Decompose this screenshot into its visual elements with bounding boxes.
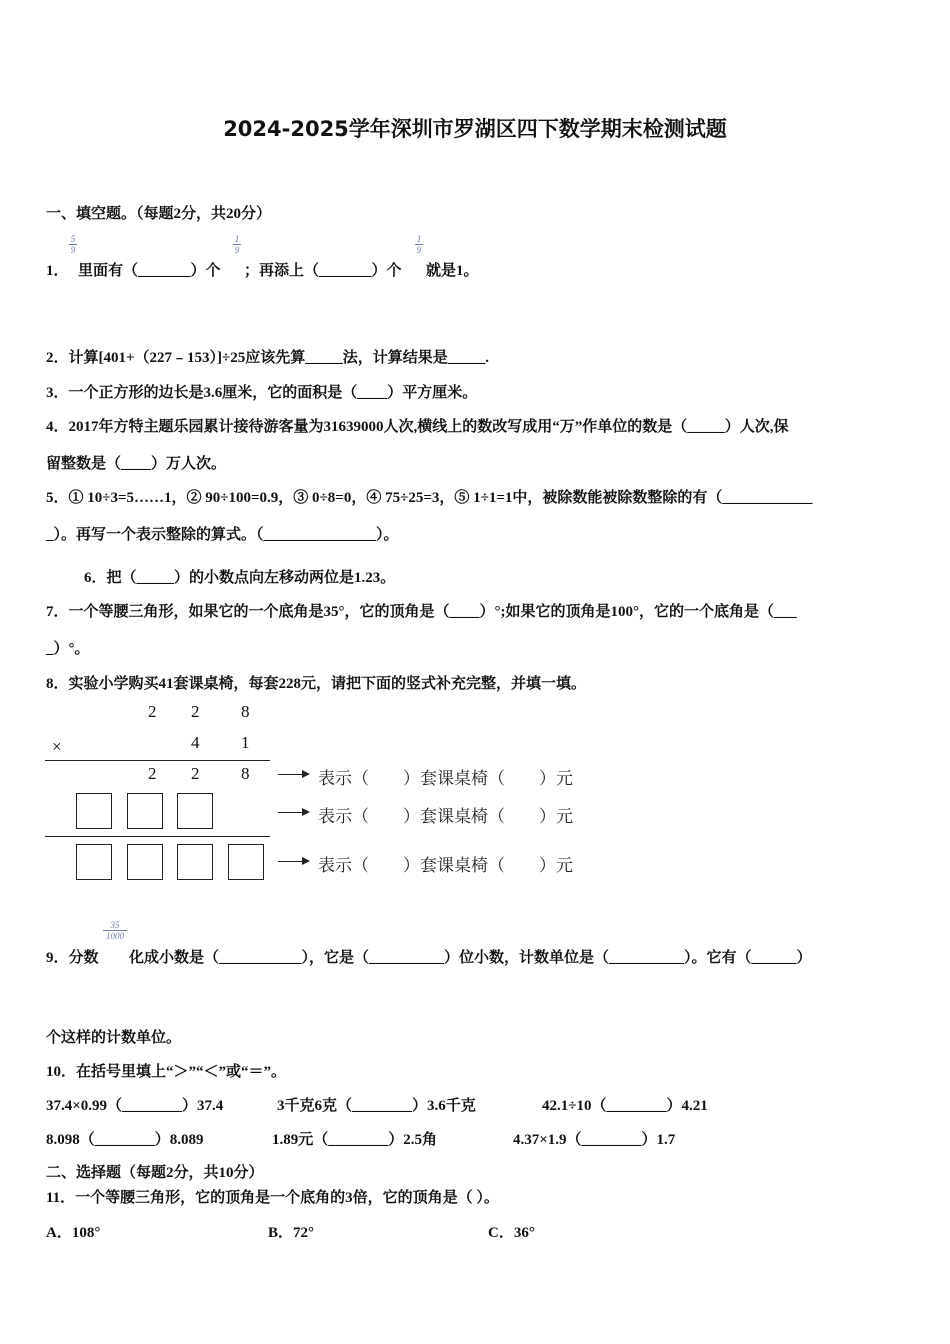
q10-item-4: 8.098（________）8.089: [46, 1132, 204, 1148]
q1-fraction-1-denominator: 9: [70, 245, 76, 255]
times-sign: ×: [52, 737, 62, 756]
q1-fraction-3-denominator: 9: [416, 245, 422, 255]
answer-box[interactable]: [127, 793, 163, 829]
q9-text: 化成小数是（___________），它是（__________）位小数，计数单位是（__________）。它有（______）: [129, 950, 812, 966]
partial-product-digit: 2: [148, 764, 157, 783]
question-5-line-2: _）。再写一个表示整除的算式。（_______________）。: [46, 527, 399, 543]
answer-box[interactable]: [177, 793, 213, 829]
question-4-line-1: 4．2017年方特主题乐园累计接待游客量为31639000人次,横线上的数改写成用“万”作单位的数是（_____）人次,保: [46, 419, 789, 435]
answer-box[interactable]: [177, 844, 213, 880]
q1-text-1: 里面有（_______）个: [78, 263, 221, 279]
question-6: 6．把（_____）的小数点向左移动两位是1.23。: [84, 570, 396, 586]
q1-text-3: 就是1。: [426, 263, 479, 279]
multiplier-digit: 4: [191, 733, 200, 752]
q9-fraction-numerator: 35: [110, 920, 120, 930]
row-2-label: 表示（ ）套课桌椅（ ）元: [318, 807, 573, 827]
answer-box[interactable]: [127, 844, 163, 880]
multiplicand-digit: 2: [148, 702, 157, 721]
q9-fraction: [102, 920, 128, 941]
question-5-line-1: 5．① 10÷3=5……1，② 90÷100=0.9，③ 0÷8=0，④ 75÷25=3，⑤ 1÷1=1中，被除数能被除数整除的有（____________: [46, 490, 813, 506]
arrow-right-icon: [278, 812, 308, 813]
section-heading-fill-blank: 一、填空题。（每题2分，共20分）: [46, 206, 272, 222]
q1-text-2: ；再添上（_______）个: [244, 263, 402, 279]
answer-box[interactable]: [76, 844, 112, 880]
q1-fraction-3-numerator: 1: [416, 234, 422, 244]
q1-fraction-2-denominator: 9: [234, 245, 240, 255]
question-8: 8．实验小学购买41套课桌椅，每套228元，请把下面的竖式补充完整，并填一填。: [46, 676, 587, 692]
multiplicand-digit: 8: [241, 702, 250, 721]
partial-product-digit: 8: [241, 764, 250, 783]
q11-option-a[interactable]: A．108°: [46, 1225, 101, 1241]
question-11: 11．一个等腰三角形，它的顶角是一个底角的3倍，它的顶角是（ ）。: [46, 1190, 499, 1206]
result-divider-line: [45, 760, 270, 761]
q9-fraction-denominator: 1000: [106, 931, 124, 941]
final-divider-line: [45, 836, 270, 837]
q10-item-3: 42.1÷10（________）4.21: [542, 1098, 708, 1114]
question-7-line-1: 7．一个等腰三角形，如果它的一个底角是35°，它的顶角是（____）°;如果它的顶角是100°，它的一个底角是（___: [46, 604, 797, 620]
q9-number: 9．分数: [46, 950, 99, 966]
row-3-label: 表示（ ）套课桌椅（ ）元: [318, 856, 573, 876]
q11-option-b[interactable]: B．72°: [268, 1225, 315, 1241]
question-2: 2．计算[401+（227﹣153）]÷25应该先算_____法，计算结果是_____.: [46, 350, 490, 366]
multiplicand-digit: 2: [191, 702, 200, 721]
q9-text-2: 个这样的计数单位。: [46, 1030, 182, 1046]
question-10: 10．在括号里填上“＞”“＜”或“＝”。: [46, 1064, 287, 1080]
question-3: 3．一个正方形的边长是3.6厘米，它的面积是（____）平方厘米。: [46, 385, 478, 401]
q10-item-5: 1.89元（________）2.5角: [272, 1132, 438, 1148]
q10-item-6: 4.37×1.9（________）1.7: [513, 1132, 676, 1148]
q1-fraction-1-numerator: 5: [70, 234, 76, 244]
q1-fraction-2-numerator: 1: [234, 234, 240, 244]
q11-option-c[interactable]: C．36°: [488, 1225, 535, 1241]
q10-item-1: 37.4×0.99（________）37.4: [46, 1098, 224, 1114]
q1-number: 1．: [46, 263, 69, 279]
multiplier-digit: 1: [241, 733, 250, 752]
question-4-line-2: 留整数是（____）万人次。: [46, 456, 227, 472]
q10-item-2: 3千克6克（________）3.6千克: [277, 1098, 476, 1114]
page-title: 2024-2025学年深圳市罗湖区四下数学期末检测试题: [223, 117, 727, 141]
question-7-line-2: _）°。: [46, 641, 90, 657]
answer-box[interactable]: [228, 844, 264, 880]
arrow-right-icon: [278, 774, 308, 775]
partial-product-digit: 2: [191, 764, 200, 783]
section-heading-choice: 二、选择题（每题2分，共10分）: [46, 1165, 264, 1181]
arrow-right-icon: [278, 861, 308, 862]
row-1-label: 表示（ ）套课桌椅（ ）元: [318, 769, 573, 789]
answer-box[interactable]: [76, 793, 112, 829]
